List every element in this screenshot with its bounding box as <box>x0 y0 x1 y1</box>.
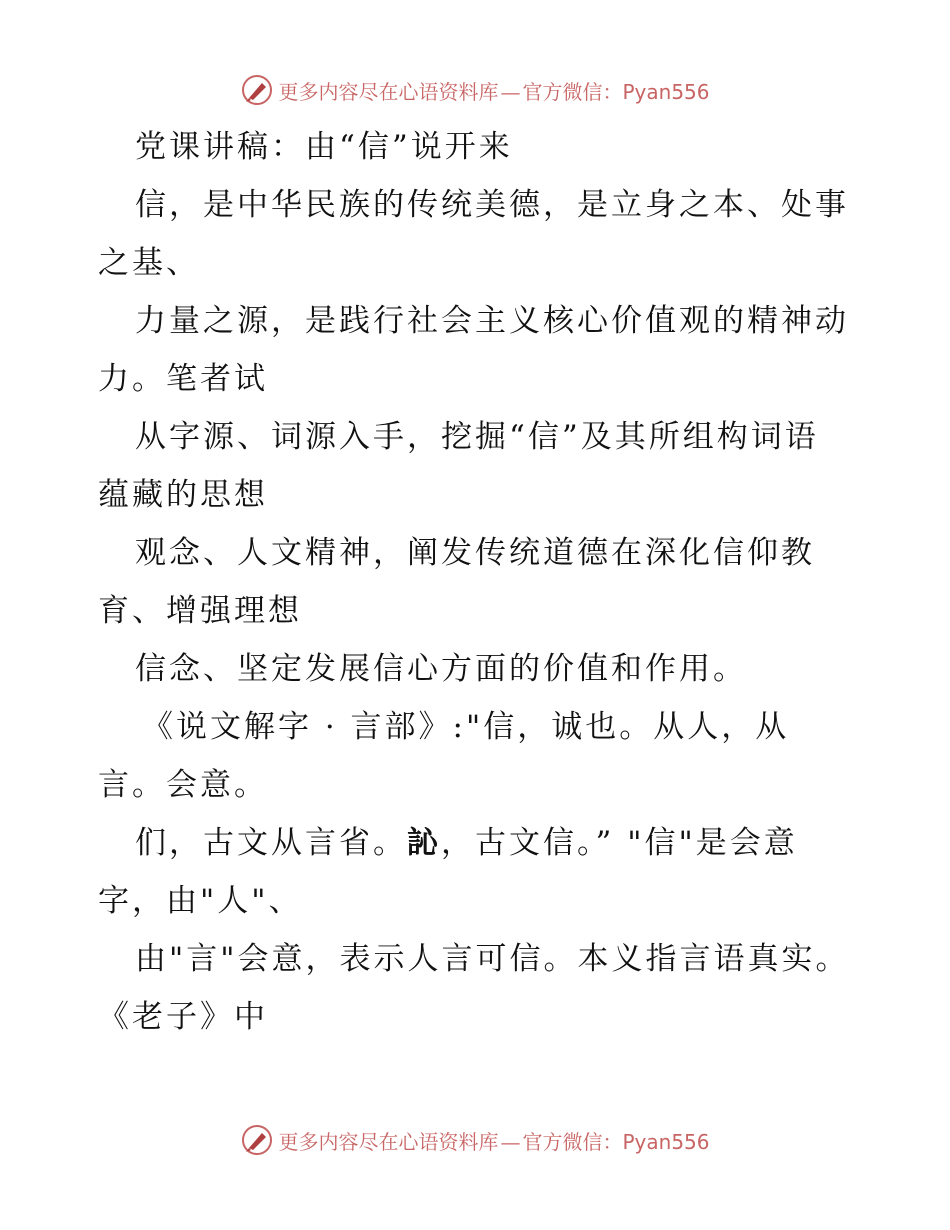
pen-logo-icon <box>240 1123 274 1157</box>
watermark-separator: — <box>500 79 521 104</box>
ancient-character: 訫 <box>407 825 441 861</box>
paragraph-line: 之基、 <box>98 245 200 281</box>
document-body <box>98 118 858 1046</box>
paragraph-line: 从字源、词源入手，挖掘“信”及其所组构词语 <box>135 419 819 455</box>
paragraph-segment: 们，古文从言省。 <box>135 825 407 861</box>
watermark-label: 更多内容尽在心语资料库 <box>278 1129 499 1154</box>
watermark-header <box>0 70 950 110</box>
paragraph-line: 字，由"人"、 <box>98 883 303 919</box>
pen-logo-icon <box>240 73 274 107</box>
paragraph-line: 由"言"会意，表示人言可信。本义指言语真实。 <box>135 941 850 977</box>
watermark-separator: — <box>500 1129 521 1154</box>
paragraph-line: 观念、人文精神，阐发传统道德在深化信仰教 <box>135 535 815 571</box>
paragraph-line: 《说文解字 · 言部》:"信，诚也。从人，从 <box>142 709 790 745</box>
paragraph-segment: ，古文信。” "信"是会意 <box>441 825 798 861</box>
watermark-footer <box>0 1120 950 1160</box>
watermark-text <box>278 76 709 105</box>
paragraph-line: 信念、坚定发展信心方面的价值和作用。 <box>135 651 747 687</box>
paragraph-line: 育、增强理想 <box>98 593 302 629</box>
document-title: 党课讲稿：由“信”说开来 <box>135 129 513 165</box>
watermark-wechat-label: 官方微信： <box>522 1129 623 1154</box>
watermark-wechat-id: Pyan556 <box>622 1129 710 1154</box>
paragraph-line: 《老子》中 <box>98 999 268 1035</box>
watermark-wechat-label: 官方微信： <box>522 79 623 104</box>
watermark-text <box>278 1126 709 1155</box>
paragraph-line: 力量之源，是践行社会主义核心价值观的精神动 <box>135 303 849 339</box>
paragraph-line: 蕴藏的思想 <box>98 477 268 513</box>
paragraph-line: 信，是中华民族的传统美德，是立身之本、处事 <box>135 187 849 223</box>
paragraph-line <box>98 814 858 872</box>
watermark-wechat-id: Pyan556 <box>622 79 710 104</box>
paragraph-line: 力。笔者试 <box>98 361 268 397</box>
watermark-label: 更多内容尽在心语资料库 <box>278 79 499 104</box>
paragraph-line: 言。会意。 <box>98 767 268 803</box>
